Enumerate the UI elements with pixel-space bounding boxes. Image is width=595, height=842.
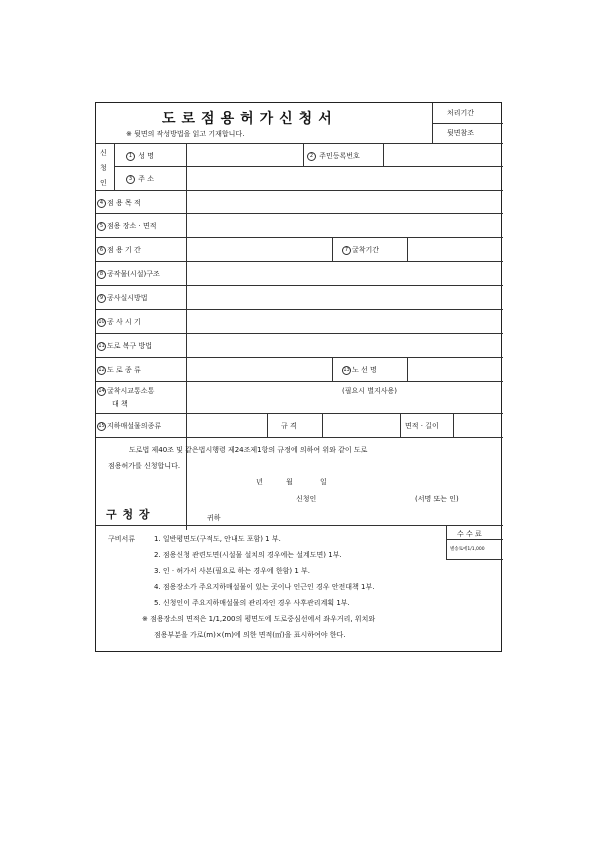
required-doc-item: 4. 점용장소가 주요지하매설물이 있는 곳이나 인근인 경우 안전대책 1부. xyxy=(154,583,375,591)
applicant-group-label-1: 신 xyxy=(100,149,107,157)
signature-note: (서명 또는 인) xyxy=(415,495,459,503)
structure-field[interactable] xyxy=(187,262,502,283)
traffic-measure-label: 14 굴착시교통소통 xyxy=(98,387,155,395)
recipient-honorific: 귀하 xyxy=(207,514,221,522)
applicant-sign-label: 신청인 xyxy=(296,495,317,503)
date-month-label: 월 xyxy=(286,478,293,486)
processing-period-label: 처리기간 xyxy=(447,109,475,117)
area-note-line-2: 점용부분을 가로(m)×(m)에 의한 면적(㎡)을 표시하여야 한다. xyxy=(154,631,346,639)
num-badge: 15 xyxy=(98,422,105,429)
route-name-label: 13 노 선 명 xyxy=(343,366,377,374)
processing-period-value: 뒷면참조 xyxy=(447,129,475,137)
occupancy-period-field[interactable] xyxy=(187,238,332,259)
form-title: 도로점용허가신청서 xyxy=(162,111,338,127)
area-note-line-1: ※ 점용장소의 면적은 1/1,200의 평면도에 도로중심선에서 좌우거리, 위치와 xyxy=(142,615,376,623)
fee-value: 별송토에1/1,000 xyxy=(450,547,485,552)
statement-line-1: 도로법 제40조 및 같은법시행령 제24조제1항의 규정에 의하여 위와 같이 도로 xyxy=(129,446,368,454)
excavation-period-field[interactable] xyxy=(408,238,502,259)
date-day-label: 일 xyxy=(320,478,327,486)
num-badge: 10 xyxy=(98,318,105,325)
road-restore-field[interactable] xyxy=(187,334,502,355)
num-badge: 3 xyxy=(126,175,135,184)
statement-line-2: 점용허가를 신청합니다. xyxy=(108,462,181,470)
date-year-label: 년 xyxy=(256,478,263,486)
occupancy-period-label: 6 점 용 기 간 xyxy=(97,245,141,255)
num-badge: 2 xyxy=(307,152,316,161)
road-restore-label: 11 도로 복구 방법 xyxy=(98,342,153,350)
num-badge: 5 xyxy=(97,222,106,231)
construction-time-field[interactable] xyxy=(187,310,502,331)
road-type-field[interactable] xyxy=(187,358,332,379)
structure-label: 8 공작물(시설)구조 xyxy=(97,269,160,279)
num-badge: 11 xyxy=(98,342,105,349)
place-area-field[interactable] xyxy=(187,214,502,235)
purpose-field[interactable] xyxy=(187,191,502,212)
required-doc-item: 1. 일반평면도(구적도, 안내도 포함) 1 부. xyxy=(154,535,281,543)
required-doc-item: 3. 인 · 허가서 사본(필요로 하는 경우에 한함) 1 부. xyxy=(154,567,311,575)
traffic-note: (필요시 별지사용) xyxy=(342,387,398,395)
num-badge: 1 xyxy=(126,152,135,161)
num-badge: 4 xyxy=(97,199,106,208)
num-badge: 6 xyxy=(97,246,106,255)
fee-label: 수 수 료 xyxy=(457,530,482,538)
address-field[interactable] xyxy=(187,167,502,189)
applicant-group-label-2: 청 xyxy=(100,164,107,172)
resident-id-label: 2 주민등록번호 xyxy=(307,151,360,161)
name-label: 1 성 명 xyxy=(126,151,154,161)
place-area-label: 5 점용 장소 · 면적 xyxy=(97,221,156,231)
form-note: ※ 뒷면의 작성방법을 읽고 기재합니다. xyxy=(126,130,245,138)
num-badge: 7 xyxy=(342,246,351,255)
required-docs-label: 구비서류 xyxy=(108,535,136,543)
num-badge: 14 xyxy=(98,387,105,394)
route-name-field[interactable] xyxy=(408,358,502,379)
construction-method-label: 9 공사실시방법 xyxy=(97,293,148,303)
excavation-period-label: 7 굴착기간 xyxy=(342,245,379,255)
underground-type-label: 15 지하매설물의종류 xyxy=(98,422,162,430)
construction-time-label: 10 공 사 시 기 xyxy=(98,318,141,326)
name-field[interactable] xyxy=(187,144,303,165)
road-type-label: 12 도 로 종 류 xyxy=(98,366,141,374)
area-length-label: 면적 · 길이 xyxy=(405,422,439,430)
recipient-title: 구 청 장 xyxy=(106,508,151,521)
underground-type-field[interactable] xyxy=(187,414,267,435)
applicant-group-label-3: 인 xyxy=(100,179,107,187)
spec-label: 규 격 xyxy=(281,422,297,430)
application-form xyxy=(95,102,502,652)
num-badge: 12 xyxy=(98,366,105,373)
address-label: 3 주 소 xyxy=(126,174,154,184)
resident-id-field[interactable] xyxy=(384,144,502,165)
construction-method-field[interactable] xyxy=(187,286,502,307)
spec-field[interactable] xyxy=(323,414,400,435)
traffic-measure-field[interactable] xyxy=(187,382,502,412)
num-badge: 13 xyxy=(343,366,350,373)
required-doc-item: 5. 신청인이 주요지하매설물의 관리자인 경우 사후관리계획 1부. xyxy=(154,599,350,607)
num-badge: 9 xyxy=(97,294,106,303)
num-badge: 8 xyxy=(97,270,106,279)
required-doc-item: 2. 점용신청 관련도면(시설물 설치의 경우에는 설계도면) 1부. xyxy=(154,551,342,559)
traffic-measure-label-2: 대 책 xyxy=(112,400,128,408)
purpose-label: 4 점 용 목 적 xyxy=(97,198,141,208)
area-length-field[interactable] xyxy=(454,414,502,435)
